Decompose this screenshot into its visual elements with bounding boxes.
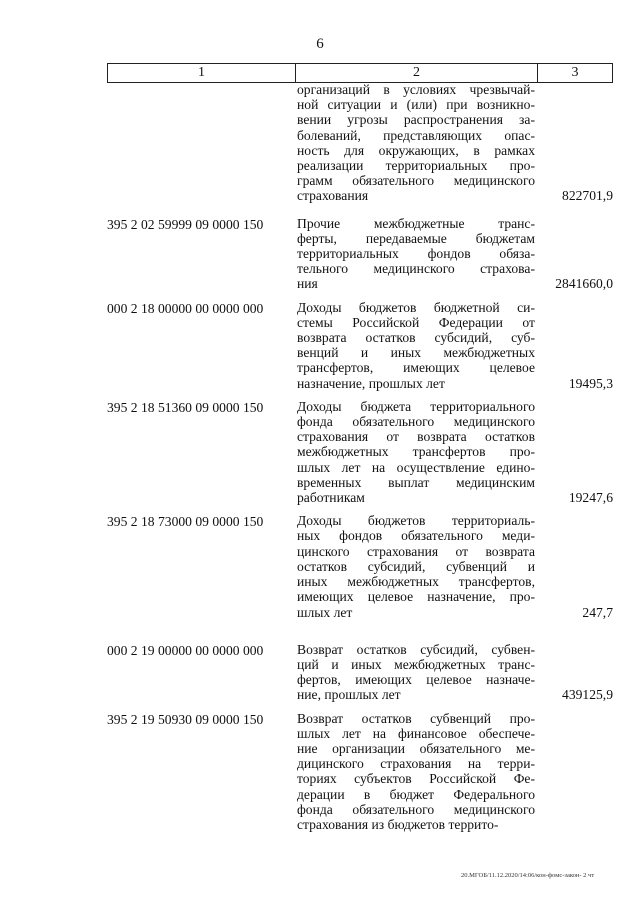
column-header-1: 1 bbox=[108, 64, 296, 82]
description-line: ториях субъектов Российской Фе- bbox=[297, 771, 535, 787]
description-line: назначение, прошлых лет bbox=[297, 375, 445, 391]
description-line: шлых лет на осуществление едино- bbox=[297, 459, 535, 475]
row-amount bbox=[535, 711, 613, 833]
footer-code: 20.МГОБ/11.12.2020/14:06/кон-фомс-закон- 2 чт bbox=[461, 872, 595, 879]
description-line: вении угрозы распространения за- bbox=[297, 112, 535, 128]
description-line: имеющих целевое назначение, про- bbox=[297, 589, 535, 605]
description-line: остатков субсидий, субвенций и bbox=[297, 558, 535, 574]
table-row bbox=[107, 642, 613, 703]
column-header-3: 3 bbox=[571, 65, 579, 80]
description-line: болеваний, представляющих опас- bbox=[297, 127, 535, 143]
table-row bbox=[107, 399, 613, 505]
description-line: шлых лет bbox=[297, 604, 353, 620]
description-line: организаций в условиях чрезвычай- bbox=[297, 82, 535, 97]
description-line: реализации территориальных про- bbox=[297, 158, 535, 174]
page-number: 6 bbox=[316, 36, 324, 52]
table-row bbox=[107, 513, 613, 619]
description-line: межбюджетных трансфертов про- bbox=[297, 444, 535, 460]
row-amount: 2841660,0 bbox=[555, 276, 613, 292]
row-description bbox=[297, 513, 535, 619]
description-line: территориальных фондов обяза- bbox=[297, 246, 535, 262]
description-line: ной ситуации и (или) при возникно- bbox=[297, 97, 535, 113]
description-line: Доходы бюджетов бюджетной си- bbox=[297, 299, 535, 315]
description-line: трансфертов, имеющих целевое bbox=[297, 360, 535, 376]
row-description bbox=[297, 82, 535, 204]
description-line: ных фондов обязательного меди- bbox=[297, 528, 535, 544]
row-code: 000 2 19 00000 00 0000 000 bbox=[107, 642, 264, 658]
description-line: страхования из бюджетов террито- bbox=[297, 816, 499, 832]
description-line: Доходы бюджетов территориаль- bbox=[297, 513, 535, 529]
description-line: страхования от возврата остатков bbox=[297, 429, 535, 445]
description-line: фертов, имеющих целевое назначе- bbox=[297, 672, 535, 688]
description-line: дицинского страхования на терри- bbox=[297, 756, 535, 772]
description-line: ций и иных межбюджетных транс- bbox=[297, 656, 535, 672]
row-amount: 247,7 bbox=[582, 604, 613, 620]
description-line: Возврат остатков субсидий, субвен- bbox=[297, 641, 535, 657]
description-line: Доходы бюджета территориального bbox=[297, 398, 535, 414]
description-line: фонда обязательного медицинского bbox=[297, 414, 535, 430]
description-line: страхования bbox=[297, 188, 369, 204]
row-code bbox=[107, 82, 297, 204]
row-code: 000 2 18 00000 00 0000 000 bbox=[107, 300, 264, 316]
row-description bbox=[297, 399, 535, 505]
row-code: 395 2 19 50930 09 0000 150 bbox=[107, 711, 264, 727]
row-code: 395 2 18 51360 09 0000 150 bbox=[107, 399, 264, 415]
table-header bbox=[107, 63, 613, 83]
row-amount: 19247,6 bbox=[568, 490, 613, 506]
row-amount: 439125,9 bbox=[562, 687, 613, 703]
row-description bbox=[297, 216, 535, 292]
description-line: стемы Российской Федерации от bbox=[297, 314, 535, 330]
description-line: ние, прошлых лет bbox=[297, 687, 401, 703]
row-description bbox=[297, 711, 535, 833]
table-row bbox=[107, 711, 613, 833]
row-description bbox=[297, 300, 535, 391]
description-line: Прочие межбюджетные транс- bbox=[297, 215, 535, 231]
row-amount: 19495,3 bbox=[568, 375, 613, 391]
description-line: ферты, передаваемые бюджетам bbox=[297, 230, 535, 246]
description-line: ния bbox=[297, 276, 318, 292]
description-line: венций и иных межбюджетных bbox=[297, 345, 535, 361]
description-line: иных межбюджетных трансфертов, bbox=[297, 574, 535, 590]
row-code: 395 2 18 73000 09 0000 150 bbox=[107, 514, 264, 530]
description-line: работникам bbox=[297, 490, 365, 506]
table-row bbox=[107, 300, 613, 391]
column-header-2: 2 bbox=[296, 64, 538, 82]
table-row bbox=[107, 82, 613, 204]
description-line: грамм обязательного медицинского bbox=[297, 173, 535, 189]
description-line: фонда обязательного медицинского bbox=[297, 801, 535, 817]
row-amount: 822701,9 bbox=[562, 188, 613, 204]
description-line: временных выплат медицинским bbox=[297, 474, 535, 490]
description-line: ние организации обязательного ме- bbox=[297, 740, 535, 756]
table-row bbox=[107, 216, 613, 292]
description-line: шлых лет на финансовое обеспече- bbox=[297, 725, 535, 741]
description-line: тельного медицинского страхова- bbox=[297, 261, 535, 277]
row-description bbox=[297, 642, 535, 703]
table-body bbox=[107, 82, 613, 832]
description-line: ность для окружающих, в рамках bbox=[297, 142, 535, 158]
description-line: цинского страхования от возврата bbox=[297, 543, 535, 559]
row-code: 395 2 02 59999 09 0000 150 bbox=[107, 216, 264, 232]
description-line: возврата остатков субсидий, суб- bbox=[297, 330, 535, 346]
description-line: дерации в бюджет Федерального bbox=[297, 786, 535, 802]
description-line: Возврат остатков субвенций про- bbox=[297, 710, 535, 726]
